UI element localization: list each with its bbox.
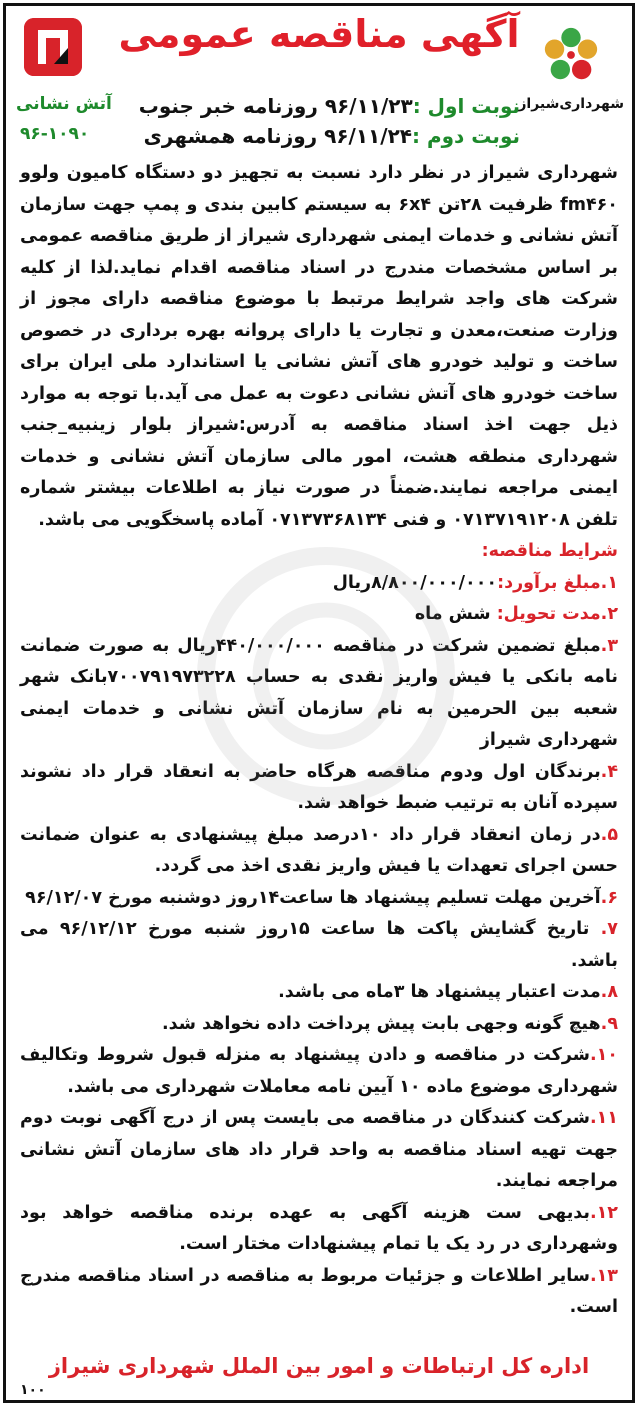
first-publication-paper: روزنامه خبر جنوب (138, 94, 325, 118)
condition-number: ۱۰. (589, 1045, 618, 1065)
condition-item (20, 977, 618, 1009)
condition-text: مدت اعتبار پیشنهاد ها ۳ماه می باشد. (278, 982, 601, 1002)
condition-number: ۱۳. (589, 1265, 618, 1286)
second-publication-prefix: نوبت دوم : (411, 124, 520, 148)
condition-item (20, 1103, 618, 1198)
second-publication (144, 124, 520, 148)
condition-text: شرکت کنندگان در مناقصه می بایست پس از درج آگهی نوبت دوم جهت تهیه اسناد مناقصه به واحد قرار داد های سازمان آتش نشانی مراجعه نمایند. (20, 1108, 618, 1191)
condition-text: در زمان انعقاد قرار داد ۱۰درصد مبلغ پیشنهادی به عنوان ضمانت حسن اجرای تعهدات یا فیش واریز نقدی اخذ می گردد. (20, 824, 618, 876)
condition-item (20, 1040, 618, 1103)
condition-number: ۶. (600, 887, 618, 908)
condition-number: ۹. (600, 1013, 618, 1034)
condition-item (20, 820, 618, 883)
condition-number: ۸. (600, 982, 618, 1002)
condition-text: ۸/۸۰۰/۰۰۰/۰۰۰ریال (332, 572, 498, 593)
footer-issuer: اداره کل ارتباطات و امور بین الملل شهرداری شیراز (48, 1354, 590, 1378)
condition-number: ۴. (600, 761, 618, 782)
second-publication-paper: روزنامه همشهری (143, 124, 325, 148)
condition-number: ۷. (600, 919, 618, 939)
fire-department-label: آتش نشانی (16, 94, 112, 114)
first-publication-date: ۹۶/۱۱/۲۳ (324, 94, 413, 118)
condition-item (20, 1009, 618, 1041)
condition-text: سایر اطلاعات و جزئیات مربوط به مناقصه در اسناد مناقصه مندرج است. (20, 1265, 618, 1317)
condition-number: ۱۱. (589, 1108, 618, 1128)
condition-number: ۳. (600, 635, 619, 656)
condition-text: تاریخ گشایش پاکت ها ساعت ۱۵روز شنبه مورخ ۹۶/۱۲/۱۲ می باشد. (20, 919, 618, 971)
second-publication-date: ۹۶/۱۱/۲۴ (324, 124, 412, 148)
condition-number: ۱۲. (589, 1202, 618, 1223)
condition-item (20, 631, 618, 757)
condition-text: آخرین مهلت تسلیم پیشنهاد ها ساعت۱۴روز دوشنبه مورخ ۹۶/۱۲/۰۷ (25, 887, 601, 908)
condition-number: ۵. (600, 824, 618, 845)
fire-department-logo-icon (24, 18, 82, 76)
page-title: آگهی مناقصه عمومی (118, 12, 520, 56)
condition-text: شرکت در مناقصه و دادن پیشنهاد به منزله قبول شروط وتکالیف شهرداری موضوع ماده ۱۰ آیین نامه معاملات شهرداری می باشد. (20, 1045, 618, 1097)
shiraz-municipality-flower-icon (532, 24, 610, 86)
condition-item (20, 914, 618, 977)
ad-code: ۹۶-۱۰۹۰ (20, 124, 90, 144)
first-publication (139, 94, 520, 118)
municipality-label: شهرداری‌شیراز (518, 96, 624, 112)
condition-text: شش ماه (414, 604, 497, 624)
tender-advertisement (3, 3, 635, 1403)
first-publication-prefix: نوبت اول : (412, 94, 520, 118)
condition-item (20, 1198, 618, 1261)
condition-text: برندگان اول ودوم مناقصه هرگاه حاضر به انعقاد قرار داد نشوند سپرده آنان به ترتیب ضبط خواهد شد. (20, 761, 618, 813)
condition-text: بدیهی ست هزینه آگهی به عهده برنده مناقصه خواهد بود وشهرداری در رد یک یا تمام پیشنهادات مختار است. (20, 1202, 618, 1254)
condition-item (20, 1261, 618, 1324)
condition-number: ۲. (600, 604, 618, 624)
condition-number: ۱. (600, 572, 618, 593)
condition-label: مدت تحویل: (496, 604, 601, 624)
page-number: ۱۰۰ (20, 1382, 46, 1398)
conditions-heading: شرایط مناقصه: (481, 541, 618, 561)
ad-body (6, 154, 632, 1324)
condition-label: مبلغ برآورد: (497, 572, 601, 593)
condition-item (20, 568, 618, 600)
condition-item (20, 757, 618, 820)
condition-item (20, 883, 618, 915)
condition-item (20, 599, 618, 631)
header (6, 6, 632, 154)
condition-text: مبلغ تضمین شرکت در مناقصه ۴۴۰/۰۰۰/۰۰۰ریال به صورت ضمانت نامه بانکی یا فیش واریز نقدی به حساب ۷۰۰۷۹۱۹۷۳۲۲۸بانک شهر شعبه بین الحرمین به نام سازمان آتش نشانی و خدمات ایمنی شهرداری شیراز (20, 635, 618, 750)
intro-paragraph: شهرداری شیراز در نظر دارد نسبت به تجهیز دو دستگاه کامیون ولوو fm۴۶۰ ظرفیت ۲۸تن ۶x۴ به سیستم کابین بندی و پمپ جهت سازمان آتش نشانی و خدمات ایمنی شهرداری شیراز از طریق مناقصه عمومی بر اساس مشخصات مندرج در اسناد مناقصه اقدام نماید.لذا از کلیه شرکت های واجد شرایط مرتبط با موضوع مناقصه دارای مجوز از وزارت صنعت،معدن و تجارت یا دارای پروانه بهره برداری در خصوص ساخت و تولید خودرو های آتش نشانی یا استاندارد ملی ایران برای ساخت خودرو های آتش نشانی دعوت به عمل می آید.با توجه به موارد ذیل جهت اخذ اسناد مناقصه به آدرس:شیراز بلوار زینبیه_جنب شهرداری منطقه هشت، امور مالی سازمان آتش نشانی و خدمات ایمنی مراجعه نمایند.ضمناً در صورت نیاز به اطلاعات بیشتر شماره تلفن ۰۷۱۳۷۱۹۱۲۰۸ و فنی ۰۷۱۳۷۳۶۸۱۳۴ آماده پاسخگویی می باشد. (20, 163, 618, 530)
condition-text: هیچ گونه وجهی بابت پیش پرداخت داده نخواهد شد. (162, 1013, 601, 1034)
